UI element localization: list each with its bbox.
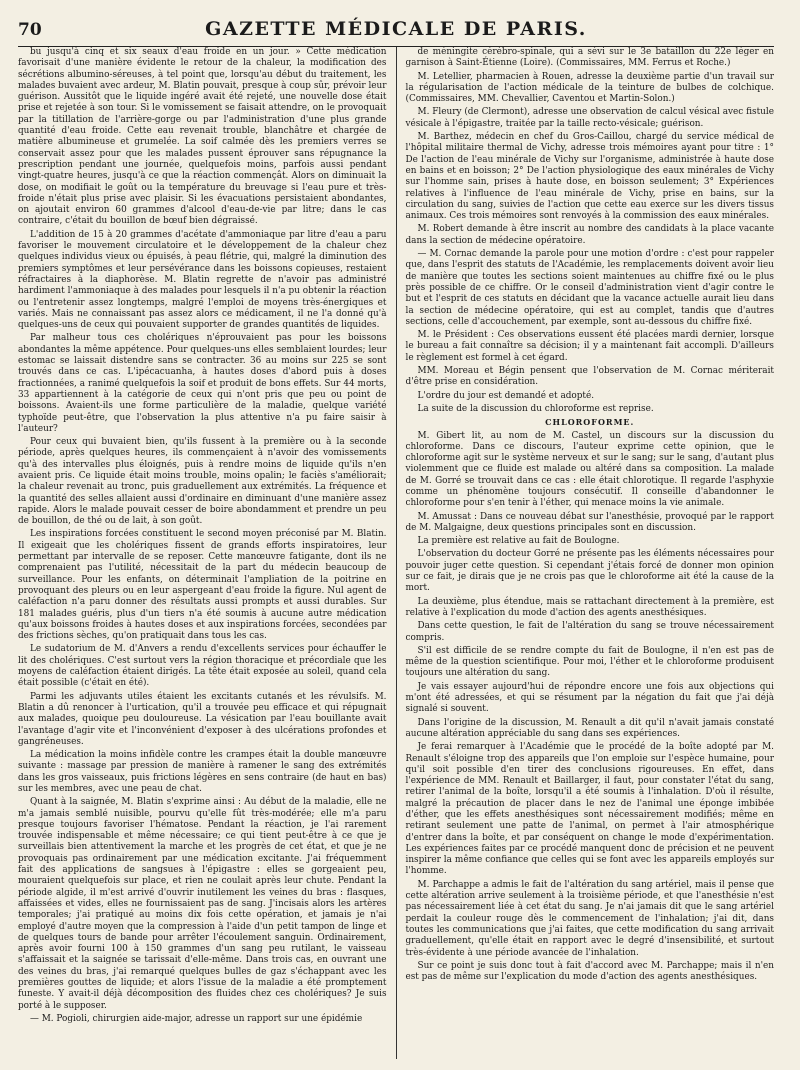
paragraph: MM. Moreau et Bégin pensent que l'observation de M. Cornac mériterait d'être prise en considération. — [405, 366, 774, 388]
journal-title: GAZETTE MÉDICALE DE PARIS. — [205, 18, 587, 40]
paragraph: M. Fleury (de Clermont), adresse une observation de calcul vésical avec fistule vésicale à l'épigastre, traitée par la taille recto-vésicale; guérison. — [405, 107, 774, 129]
paragraph: La deuxième, plus étendue, mais se rattachant directement à la première, est relative à l'explication du mode d'action des agents anesthésiques. — [405, 596, 774, 618]
paragraph: Parmi les adjuvants utiles étaient les excitants cutanés et les révulsifs. M. Blatin a dû renoncer à l'urtication, qu'il a trouvée peu efficace et qui répugnait aux malades, quoique peu douloureuse. La vésication par l'eau bouillante avait l'avantage d'agir vite et l'inconvénient d'exposer à des ulcérations profondes et gangréneuses. — [18, 691, 387, 747]
paragraph: M. Parchappe a admis le fait de l'altération du sang artériel, mais il pense que cette altération arrive seulement à la troisième période, et que l'anesthésie n'est pas nécessairement liée à cet état du sang. Je n'ai jamais dit que le sang artériel perdait la couleur rouge dès le commencement de l'inhalation; j'ai dit, dans toutes les communications que j'ai faites, que cette modification du sang arrivait graduellement, qu'elle était en rapport avec le degré d'insensibilité, et surtout très-évidente à une période avancée de l'inhalation. — [405, 879, 774, 958]
left-column — [18, 47, 396, 1059]
paragraph: L'ordre du jour est demandé et adopté. — [417, 390, 595, 401]
paragraph: Sur ce point je suis donc tout à fait d'accord avec M. Parchappe; mais il n'en est pas de même sur l'explication du mode d'action des agents anesthésiques. — [405, 960, 774, 983]
paragraph: — M. Pogioli, chirurgien aide-major, adresse un rapport sur une épidémie — [30, 1013, 363, 1024]
paragraph: Je ferai remarquer à l'Académie que le procédé de la boîte adopté par M. Renault s'éloigne trop des appareils que l'on emploie sur l'espèce humaine, pour qu'il soit possible d'en tirer des conclusions rigoureuses. En effet, dans l'expérience de MM. Renault et Baillarger, il faut, pour constater l'état du sang, retirer l'animal de la boîte, lorsqu'il a été soumis à l'inhalation. D'où il résulte, malgré la précaution de placer dans le nez de l'animal une éponge imbibée d'éther, que les effets anesthésiques sont nécessairement modifiés; même en retirant seulement une patte de l'animal, on permet à l'air atmosphérique d'entrer dans la boîte, et par conséquent on change le mode d'expérimentation. Les expériences faites par ce procédé manquent donc de précision et ne peuvent inspirer la même confiance que celles qui se font avec les appareils employés sur l'homme. — [405, 742, 774, 877]
page-number: 70 — [18, 20, 42, 40]
paragraph: La suite de la discussion du chloroforme est reprise. — [417, 403, 654, 414]
paragraph: M. Gibert lit, au nom de M. Castel, un discours sur la discussion du chloroforme. Dans ce discours, l'auteur exprime cette opinion, que le chloroforme agit sur le système nerveux et sur le sang; sur le sang, d'autant plus violemment que ce fluide est malade ou altéré dans sa composition. La malade de M. Gorré se trouvait dans ce cas : elle était chlorotique. Il regarde l'asphyxie comme un phénomène toujours consécutif. Il conseille d'abandonner le chloroforme pour s'en tenir à l'éther, qui menace moins la vie animale. — [405, 430, 774, 509]
two-column-body — [18, 47, 774, 1059]
paragraph: Dans cette question, le fait de l'altération du sang se trouve nécessairement compris. — [405, 621, 774, 643]
paragraph: La première est relative au fait de Boulogne. — [417, 536, 620, 547]
paragraph: Je vais essayer aujourd'hui de répondre encore une fois aux objections qui m'ont été adressées, et qui se résument par la négation du fait que j'ai déjà signalé si souvent. — [405, 681, 774, 715]
paragraph: M. Robert demande à être inscrit au nombre des candidats à la place vacante dans la section de médecine opératoire. — [405, 224, 774, 246]
paragraph: Dans l'origine de la discussion, M. Renault a dit qu'il n'avait jamais constaté aucune altération appréciable du sang dans ses expériences. — [405, 717, 774, 739]
paragraph: L'addition de 15 à 20 grammes d'acétate d'ammoniaque par litre d'eau a paru favoriser le mouvement circulatoire et le développement de la chaleur chez quelques individus vieux ou épuisés, à peau flétrie, qui, malgré la diminution des premiers symptômes et leur persévérance dans les boissons copieuses, restaient réfractaires à la diaphorèse. M. Blatin regrette de n'avoir pas administré hardiment l'ammoniaque à des malades pour lesquels il n'a pu obtenir la réaction ou l'entretenir assez longtemps, malgré l'emploi de moyens très-énergiques et variés. Mais ne connaissant pas assez alors ce médicament, il ne l'a donné qu'à quelques-uns de ceux qui pouvaient supporter de grandes quantités de liquides. — [18, 229, 387, 331]
paragraph: Pour ceux qui buvaient bien, qu'ils fussent à la première ou à la seconde période, après quelques heures, ils commençaient à n'avoir des vomissements qu'à des intervalles plus éloignés, puis à rendre moins de liquide qu'ils n'en avaient pris. Ce liquide était moins trouble, moins opalin; le faciès s'améliorait; la chaleur revenait au tronc, puis graduellement aux extrémités. La fréquence et la quantité des selles allaient aussi d'ordinaire en diminuant d'une manière assez rapide. Alors le malade pouvait cesser de boire abondamment et prendre un peu de bouillon, de thé ou de lait, à son goût. — [18, 437, 387, 527]
paragraph: M. Amussat : Dans ce nouveau débat sur l'anesthésie, provoqué par le rapport de M. Malgaigne, deux questions principales sont en discussion. — [405, 511, 774, 533]
paragraph: — M. Cornac demande la parole pour une motion d'ordre : c'est pour rappeler que, dans l'esprit des statuts de l'Académie, les remplacements doivent avoir lieu de manière que toutes les sections soient maintenues au chiffre fixé ou le plus près possible de ce chiffre. Or le conseil d'administration vient d'agir contre le but et l'esprit de ces statuts en décidant que la vacance actuelle aurait lieu dans la section de médecine opératoire, qui est au complet, tandis que d'autres sections, celle d'accouchement, par exemple, sont au-dessous du chiffre fixé. — [405, 249, 774, 327]
right-column — [396, 47, 774, 1059]
paragraph: M. le Président : Ces observations eussent été placées mardi dernier, lorsque le bureau a fait connaître sa décision; il y a maintenant fait accompli. D'ailleurs le règlement est formel à cet égard. — [405, 330, 774, 363]
paragraph: de méningite cérébro-spinale, qui a sévi sur le 3e bataillon du 22e léger en garnison à Saint-Étienne (Loire). (Commissaires, MM. Ferrus et Roche.) — [405, 47, 774, 69]
paragraph: La médication la moins infidèle contre les crampes était la double manœuvre suivante : massage par pression de manière à ramener le sang des extrémités dans les gros vaisseaux, puis frictions légères en sens contraire (de haut en bas) sur les membres, avec une peau de chat. — [18, 750, 387, 794]
paragraph: L'observation du docteur Gorré ne présente pas les éléments nécessaires pour pouvoir juger cette question. Si cependant j'étais forcé de donner mon opinion sur ce fait, je dirais que je ne crois pas que le chloroforme ait été la cause de la mort. — [405, 549, 774, 594]
section-heading: CHLOROFORME. — [545, 417, 635, 428]
paragraph: Les inspirations forcées constituent le second moyen préconisé par M. Blatin. Il exigeait que les cholériques fissent de grands efforts inspiratoires, leur permettant par intervalle de se reposer. Cette manœuvre fatigante, dont ils ne comprenaient pas l'utilité, nécessitait de la part du médecin beaucoup de surveillance. Pour les enfants, on déterminait l'ampliation de la poitrine en provoquant des pleurs ou en leur aspergeant d'eau froide la figure. Nul agent de caléfaction n'a paru donner des résultats aussi prompts et aussi durables. Sur 181 malades guéris, plus d'un tiers n'a été soumis à aucune autre médication qu'aux boissons froides à hautes doses et aux inspirations forcées, secondées par des frictions sèches, qu'on pratiquait dans tous les cas. — [18, 529, 387, 642]
paragraph: bu jusqu'à cinq et six seaux d'eau froide en un jour. » Cette médication favorisait d'une manière évidente le retour de la chaleur, la modification des sécrétions albumino-séreuses, à tel point que, lorsqu'au début du traitement, les malades buvaient avec ardeur, M. Blatin pouvait, presque à coup sûr, prévoir leur guérison. Aussitôt que le liquide ingéré avait été rejeté, une nouvelle dose était prise et rejetée à son tour. Si le vomissement se faisait attendre, on le provoquait par la titillation de l'arrière-gorge ou par l'administration d'une plus grande quantité d'eau froide. Cette eau revenait trouble, blanchâtre et chargée de matière albumineuse et grumelée. La soif calmée dès les premiers verres se conservait assez pour que les malades pussent éprouver sans répugnance la prescription pendant une journée, quelquefois moins, parfois aussi pendant vingt-quatre heures, jusqu'à ce que la réaction commençât. Alors on diminuait la dose, on modifiait le goût ou la température du breuvage si l'eau pure et très-froide n'était plus prise avec plaisir. Si les évacuations persistaient abondantes, on ajoutait environ 60 grammes d'alcool d'eau-de-vie par litre; dans le cas contraire, c'était du bouillon de bœuf bien dégraissé. — [18, 47, 387, 227]
paragraph: Par malheur tous ces cholériques n'éprouvaient pas pour les boissons abondantes la même appétence. Pour quelques-uns elles semblaient lourdes; leur estomac se laissait distendre sans se contracter. 36 au moins sur 225 se sont trouvés dans ce cas. L'ipécacuanha, à hautes doses d'abord puis à doses fractionnées, a ranimé quelquefois la soif et produit de bons effets. Sur 44 morts, 33 appartiennent à la catégorie de ceux qui n'ont pris que peu ou point de boissons. Avaient-ils une forme particulière de la maladie, quelque variété typhoïde peut-être, que l'observation la plus attentive n'a pu faire saisir à l'auteur? — [18, 333, 387, 434]
paragraph: Le sudatorium de M. d'Anvers a rendu d'excellents services pour échauffer le lit des cholériques. C'est surtout vers la région thoracique et précordiale que les moyens de caléfaction étaient dirigés. La tête était exposée au soleil, quand cela était possible (c'était en été). — [18, 644, 387, 689]
paragraph: S'il est difficile de se rendre compte du fait de Boulogne, il n'en est pas de même de la question scientifique. Pour moi, l'éther et le chloroforme produisent toujours une altération du sang. — [405, 645, 774, 679]
page-header — [18, 14, 774, 42]
paragraph: M. Letellier, pharmacien à Rouen, adresse la deuxième partie d'un travail sur la régularisation de l'action médicale de la teinture de bulbes de colchique. (Commissaires, MM. Chevallier, Caventou et Martin-Solon.) — [405, 71, 774, 105]
paragraph: Quant à la saignée, M. Blatin s'exprime ainsi : Au début de la maladie, elle ne m'a jamais semblé nuisible, pourvu qu'elle fût très-modérée; elle m'a paru presque toujours favoriser l'hématose. Pendant la réaction, je l'ai rarement trouvée indispensable et même nécessaire; ce qui tient peut-être à ce que je surveillais bien attentivement la marche et les progrès de cet état, et que je ne provoquais pas ordinairement par une médication excitante. J'ai fréquemment fait des applications de sangsues à l'épigastre : elles se gorgeaient peu, mouraient quelquefois sur place, et rien ne coulait après leur chute. Pendant la période algide, il m'est arrivé d'ouvrir inutilement les veines du bras : flasques, affaissées et vides, elles ne fournissaient pas de sang. J'incisais alors les artères temporales; j'ai pratiqué au moins dix fois cette opération, et jamais je n'ai employé d'autre moyen que la compression à l'aide d'un petit tampon de linge et de quelques tours de bande pour arrêter l'écoulement sanguin. Ordinairement, après avoir fourni 100 à 150 grammes d'un sang peu rutilant, le vaisseau s'affaissait et la saignée se tarissait d'elle-même. Dans trois cas, en ouvrant une des veines du bras, j'ai remarqué quelques bulles de gaz s'échappant avec les premières gouttes de liquide; et alors l'issue de la maladie a été promptement funeste. Y avait-il déjà décomposition des fluides chez ces cholériques? Je suis porté à le supposer. — [18, 797, 387, 1011]
paragraph: M. Barthez, médecin en chef du Gros-Caillou, chargé du service médical de l'hôpital militaire thermal de Vichy, adresse trois mémoires ayant pour titre : 1° De l'action de l'eau minérale de Vichy sur l'organisme, administrée à haute dose en bains et en boisson; 2° De l'action physiologique des eaux minérales de Vichy sur l'homme sain, prises à haute dose, en boisson seulement; 3° Expériences relatives à l'influence de l'eau minérale de Vichy, prise en bains, sur la circulation du sang, suivies de l'action que cette eau exerce sur les divers tissus animaux. Ces trois mémoires sont renvoyés à la commission des eaux minérales. — [405, 132, 774, 222]
